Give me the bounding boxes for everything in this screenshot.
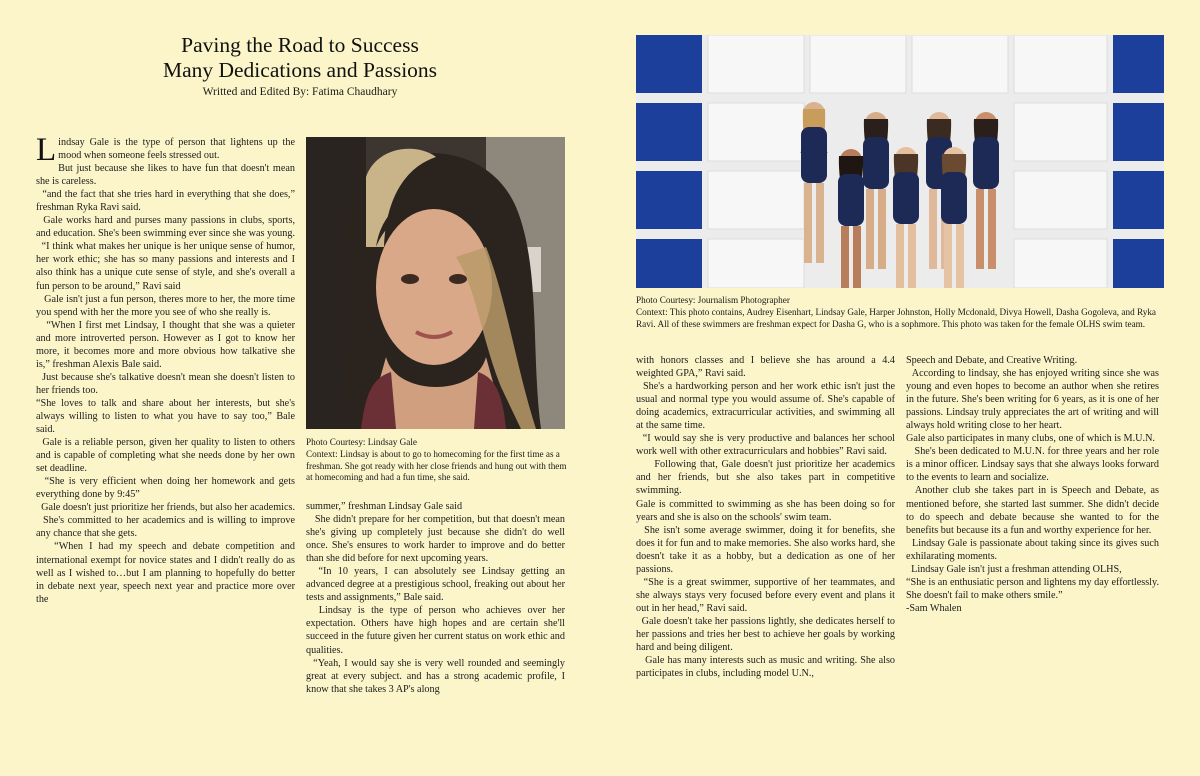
article-column-3 <box>636 354 895 680</box>
paragraph: “I would say she is very productive and balances her school work well with other extracurriculars and hobbies” Ravi said. <box>636 433 895 458</box>
paragraph: She didn't prepare for her competition, but that doesn't mean she's giving up completely just because she didn't do well once. She's ensures to work harder to improve and do better than she did before for next upcoming years. <box>306 514 565 565</box>
article-column-2 <box>306 500 565 696</box>
paragraph: “When I first met Lindsay, I thought that she was a quieter and more introverted person. However as I got to know her more, it becomes more and more obvious how talkative she is,” freshman Alexis Bale said. <box>36 319 295 370</box>
paragraph: indsay Gale is the type of person that lightens up the mood when someone feels stressed out. <box>58 137 295 162</box>
paragraph: She's been dedicated to M.U.N. for three years and her role is a minor officer. Lindsay says that she always looks forward to the events to learn and socialize. <box>906 446 1159 484</box>
swim-team-photo <box>636 35 1164 288</box>
portrait-illustration <box>306 137 565 429</box>
paragraph: She's committed to her academics and is willing to improve any chance that she gets. <box>36 515 295 540</box>
paragraph: with honors classes and I believe she has around a 4.4 weighted GPA,” Ravi said. <box>636 355 895 380</box>
team-caption-credit: Photo Courtesy: Journalism Photographer <box>636 295 790 305</box>
portrait-photo <box>306 137 565 429</box>
paragraph: Gale works hard and purses many passions in clubs, sports, and education. She's been swimming ever since she was young. <box>36 215 296 240</box>
paragraph: Gale has many interests such as music and writing. She also participates in clubs, including model U.N., <box>636 655 895 680</box>
drop-cap: L <box>36 132 57 168</box>
paragraph: According to lindsay, she has enjoyed writing since she was young and even hopes to become an author when she retires in the future. She's been writing for 6 years, as it is one of her passions. Lindsay truly appreciates the art of writing and will always hold writing close to her heart. <box>906 368 1159 432</box>
team-caption-context: Context: This photo contains, Audrey Eisenhart, Lindsay Gale, Harper Johnston, Holly Mcdonald, Divya Howell, Dasha Gogoleva, and Ryka Ravi. All of these swimmers are freshman expect for Dasha G, who is a sophmore. This photo was taken for the female OLHS swim team. <box>636 306 1156 329</box>
paragraph: “She is very efficient when doing her homework and gets everything done by 9:45” <box>36 476 295 501</box>
portrait-caption <box>306 437 568 484</box>
paragraph: “When I had my speech and debate competition and international exempt for novice states and I didn't really do as well as I wished to…but I am planning to hopefully do better in debate next year, speech next year and practice more over the <box>36 541 295 605</box>
team-photo-caption <box>636 295 1158 330</box>
paragraph: Gale also participates in many clubs, one of which is M.U.N. <box>906 433 1155 445</box>
swim-team-illustration <box>636 35 1164 288</box>
paragraph: “In 10 years, I can absolutely see Lindsay getting an advanced degree at a prestigious school, freaking out about her tests and assignments,” Bale said. <box>306 566 565 604</box>
paragraph: -Sam Whalen <box>906 602 962 614</box>
paragraph: Another club she takes part in is Speech and Debate, as mentioned before, she started last summer. She didn't decide to do speech and debate because she wanted to for the benefits but because its a fun and worthy experience for her. <box>906 485 1159 536</box>
paragraph: Just because she's talkative doesn't mean she doesn't listen to her friends too. <box>36 371 295 396</box>
paragraph: “and the fact that she tries hard in everything that she does,” freshman Ryka Ravi said. <box>36 189 295 214</box>
article-column-1 <box>36 132 296 606</box>
portrait-caption-context: Context: Lindsay is about to go to homecoming for the first time as a freshman. She got ready with her close friends and hung out with them at homecoming and had a fun time, she said. <box>306 448 567 483</box>
paragraph: “I think what makes her unique is her unique sense of humor, her work ethic; she has so many passions and interests and I also think has a unique cute sense of style, and she's overall a fun person to be around,” Ravi said <box>36 241 295 292</box>
paragraph: “She is an enthusiatic person and lightens my day effortlessly. She doesn't fail to make others smile.” <box>906 576 1159 601</box>
portrait-caption-credit: Photo Courtesy: Lindsay Gale <box>306 437 418 447</box>
paragraph: “Yeah, I would say she is very well rounded and seemingly great at every subject. and has a strong academic profile, I know that she takes 3 AP's along <box>306 657 565 695</box>
title-line-2: Many Dedications and Passions <box>162 58 438 82</box>
paragraph: Gale is committed to swimming as she has been doing so for years and she is also on the schools' swim team. <box>636 498 895 523</box>
paragraph: Speech and Debate, and Creative Writing. <box>906 355 1078 366</box>
title-line-1: Paving the Road to Success <box>181 33 419 57</box>
article-title <box>100 33 500 83</box>
paragraph: But just because she likes to have fun that doesn't mean she is careless. <box>36 163 295 188</box>
paragraph: Gale isn't just a fun person, theres more to her, the more time you spend with her the more you see of who she really is. <box>36 293 295 318</box>
paragraph: “She loves to talk and share about her interests, but she's always willing to listen to what you have to say too,” Bale said. <box>36 397 295 436</box>
paragraph: summer,” freshman Lindsay Gale said <box>306 501 463 512</box>
paragraph: Lindsay Gale is passionate about taking since its gives such exhilarating moments. <box>906 537 1159 562</box>
paragraph: She isn't some average swimmer, doing it for benefits, she does it for fun and to make memories. She also works hard, she doesn't take it as a hobby, but a dedication as one of her passions. <box>636 524 895 575</box>
paragraph: She's a hardworking person and her work ethic isn't just the usual and normal type you would assume of. She's capable of doing academics, extracurricular activities, and swimming all at the same time. <box>636 381 895 432</box>
byline: Writted and Edited By: Fatima Chaudhary <box>202 86 398 98</box>
paragraph: Gale is a reliable person, given her quality to listen to others and is capable of completing what she needs done by her own set deadline. <box>36 437 295 475</box>
paragraph: Gale doesn't take her passions lightly, she dedicates herself to her passions and tries her best to achieve her goals by working hard and being diligent. <box>636 615 895 654</box>
paragraph: Lindsay is the type of person who achieves over her expectation. Others have high hopes and are certain she'll succeed in the future given her current status on work ethic and qualities. <box>306 605 565 656</box>
article-column-4 <box>906 354 1159 615</box>
paragraph: Following that, Gale doesn't just prioritize her academics and her friends, but she also takes part in competitive swimming. <box>636 459 895 497</box>
paragraph: Lindsay Gale isn't just a freshman attending OLHS, <box>906 563 1122 575</box>
paragraph: Gale doesn't just prioritize her friends, but also her academics. <box>36 502 295 514</box>
paragraph: “She is a great swimmer, supportive of her teammates, and she always stays very focused before every event and plans it out in her head,” Ravi said. <box>636 576 895 614</box>
